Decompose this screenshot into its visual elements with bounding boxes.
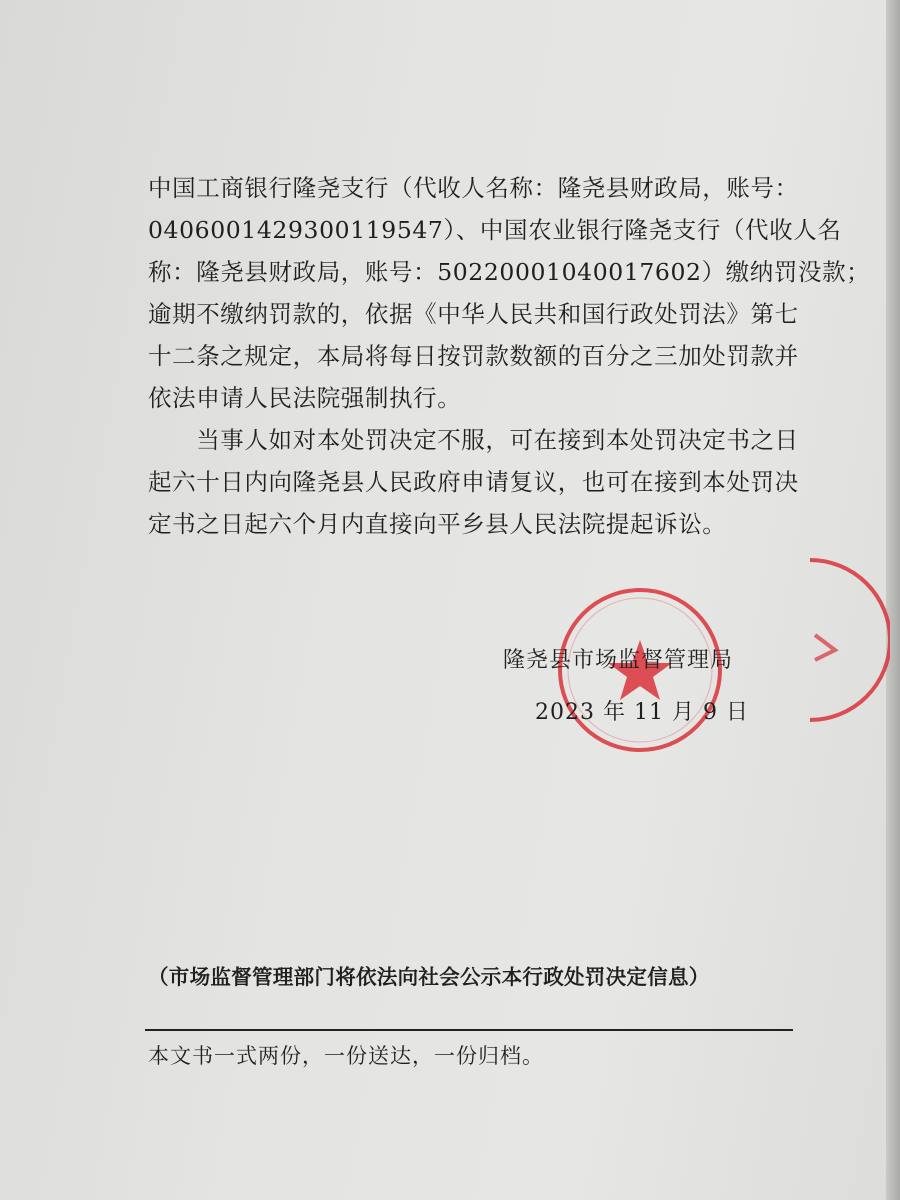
text-line: 依法申请人民法院强制执行。 bbox=[148, 384, 462, 412]
issue-date: 2023 年 11 月 9 日 bbox=[535, 700, 749, 725]
divider bbox=[145, 1029, 793, 1031]
text-line: 0406001429300119547）、中国农业银行隆尧支行（代收人名 bbox=[148, 216, 842, 244]
text-line: 当事人如对本处罚决定不服，可在接到本处罚决定书之日 bbox=[148, 426, 799, 454]
text-line: 逾期不缴纳罚款的，依据《中华人民共和国行政处罚法》第七 bbox=[148, 300, 799, 328]
text-line: 定书之日起六个月内直接向平乡县人民法院提起诉讼。 bbox=[148, 510, 727, 538]
text-line: 称：隆尧县财政局，账号：50220001040017602）缴纳罚没款； bbox=[148, 258, 871, 286]
public-notice: （市场监督管理部门将依法向社会公示本行政处罚决定信息） bbox=[148, 965, 710, 989]
partial-seal bbox=[780, 555, 890, 725]
text-line: 起六十日内向隆尧县人民政府申请复议，也可在接到本处罚决 bbox=[148, 468, 799, 496]
issuing-agency: 隆尧县市场监督管理局 bbox=[503, 648, 734, 673]
text-line: 中国工商银行隆尧支行（代收人名称：隆尧县财政局，账号： bbox=[148, 174, 799, 202]
footer-note: 本文书一式两份，一份送达，一份归档。 bbox=[148, 1044, 544, 1068]
text-line: 十二条之规定，本局将每日按罚款数额的百分之三加处罚款并 bbox=[148, 342, 799, 370]
